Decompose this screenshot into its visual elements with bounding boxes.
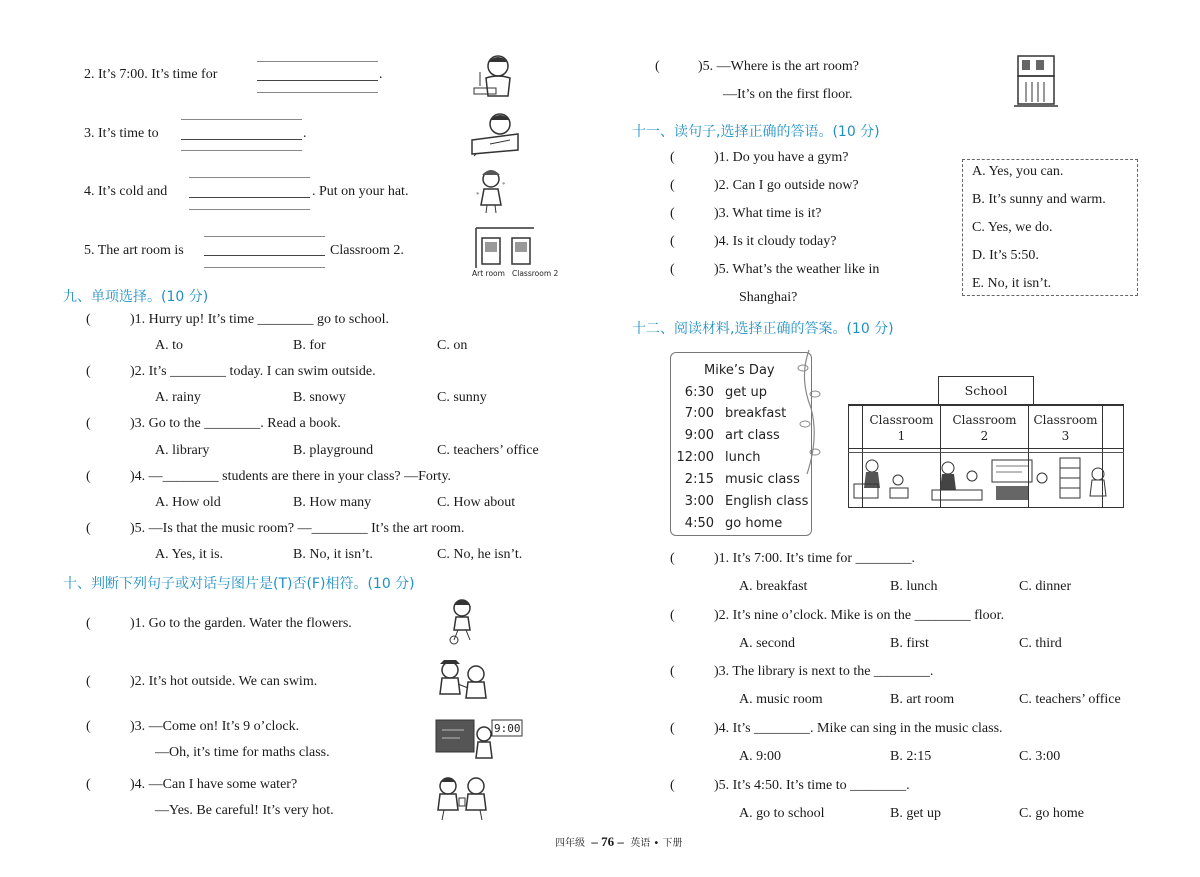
- option-a: A. How old: [155, 495, 221, 510]
- option-b: B. No, it isn’t.: [293, 547, 373, 562]
- q9-heading: 九、单项选择。(10 分): [63, 289, 209, 305]
- option-b: B. snowy: [293, 390, 346, 405]
- answer-bracket[interactable]: (: [670, 262, 675, 277]
- q8-item-5: 5. The art room is: [84, 243, 184, 258]
- q8-item-4: 4. It’s cold and: [84, 184, 168, 199]
- teacher-blackboard-icon: [434, 716, 526, 766]
- art-room-label: Art room: [472, 269, 505, 278]
- schedule-activity: get up: [725, 385, 767, 400]
- schedule-activity: lunch: [725, 450, 761, 465]
- option-b: B. lunch: [890, 579, 938, 594]
- q8-answer-line[interactable]: [257, 80, 378, 81]
- option-c: C. dinner: [1019, 579, 1072, 594]
- answer-bracket[interactable]: (: [655, 59, 660, 74]
- option-c: C. teachers’ office: [437, 443, 539, 458]
- option-a: A. go to school: [739, 806, 825, 821]
- option-a: A. 9:00: [739, 749, 781, 764]
- boy-in-bed-icon: [470, 110, 520, 156]
- schedule-time: 7:00: [684, 406, 714, 421]
- q11-heading: 十一、读句子,选择正确的答语。(10 分): [632, 124, 880, 140]
- footer-subject: 英语 • 下册: [630, 838, 683, 849]
- q8-item-3: 3. It’s time to: [84, 126, 159, 141]
- answer-bracket[interactable]: (: [670, 721, 675, 736]
- schedule-time: 3:00: [684, 494, 714, 509]
- schedule-activity: breakfast: [725, 406, 787, 421]
- q9-stem: )1. Hurry up! It’s time ________ go to school.: [130, 312, 389, 327]
- q9-stem: )5. —Is that the music room? —________ It’s the art room.: [130, 521, 465, 536]
- q8-guide-line: [204, 236, 325, 237]
- q11-item-1: )1. Do you have a gym?: [714, 150, 849, 165]
- q8-guide-line: [189, 209, 310, 210]
- q11-option-a: A. Yes, you can.: [972, 164, 1064, 179]
- q8-item-5-end: Classroom 2.: [330, 243, 404, 258]
- schedule-activity: English class: [725, 494, 809, 509]
- q8-guide-line: [181, 119, 302, 120]
- schedule-time: 2:15: [684, 472, 714, 487]
- q11-item-2: )2. Can I go outside now?: [714, 178, 859, 193]
- q12-item-4: )4. It’s ________. Mike can sing in the music class.: [714, 721, 1003, 736]
- answer-bracket[interactable]: (: [670, 608, 675, 623]
- q8-guide-line: [189, 177, 310, 178]
- answer-bracket[interactable]: (: [670, 778, 675, 793]
- answer-bracket[interactable]: (: [86, 364, 91, 379]
- q8-guide-line: [257, 61, 378, 62]
- q10-item-4: )4. —Can I have some water?: [130, 777, 298, 792]
- q8-item-4-end: . Put on your hat.: [312, 184, 409, 199]
- children-outside-icon: [432, 658, 494, 706]
- q12-item-1: )1. It’s 7:00. It’s time for ________.: [714, 551, 916, 566]
- q10-item-4-reply: —Yes. Be careful! It’s very hot.: [155, 803, 334, 818]
- schedule-time: 9:00: [684, 428, 714, 443]
- q10-item-5-reply: —It’s on the first floor.: [723, 87, 853, 102]
- clock-readout: 9:00: [494, 722, 521, 735]
- option-a: A. rainy: [155, 390, 201, 405]
- answer-bracket[interactable]: (: [670, 664, 675, 679]
- q12-heading: 十二、阅读材料,选择正确的答案。(10 分): [632, 321, 894, 337]
- school-label: School: [964, 383, 1008, 398]
- answer-bracket[interactable]: (: [86, 674, 91, 689]
- q8-answer-line[interactable]: [189, 197, 310, 198]
- option-c: C. teachers’ office: [1019, 692, 1121, 707]
- q12-item-2: )2. It’s nine o’clock. Mike is on the ________ floor.: [714, 608, 1005, 623]
- answer-bracket[interactable]: (: [86, 777, 91, 792]
- classroom-1-label: Classroom 1: [869, 413, 934, 443]
- classroom-2-label: Classroom 2: [952, 413, 1017, 443]
- option-c: C. go home: [1019, 806, 1084, 821]
- schedule-time: 12:00: [676, 450, 714, 465]
- classroom-3-label: Classroom 3: [1033, 413, 1098, 443]
- schedule-activity: art class: [725, 428, 780, 443]
- boy-football-icon: [446, 598, 478, 646]
- q11-item-5: )5. What’s the weather like in: [714, 262, 880, 277]
- answer-bracket[interactable]: (: [86, 616, 91, 631]
- option-c: C. sunny: [437, 390, 487, 405]
- page-number: – 76 –: [591, 834, 624, 849]
- svg-text:*: *: [502, 181, 506, 189]
- vine-decoration-icon: [795, 348, 821, 478]
- schedule-time: 6:30: [684, 385, 714, 400]
- q11-item-5-cont: Shanghai?: [739, 290, 798, 305]
- q9-stem: )3. Go to the ________. Read a book.: [130, 416, 341, 431]
- answer-bracket[interactable]: (: [86, 521, 91, 536]
- q8-guide-line: [257, 92, 378, 93]
- answer-bracket[interactable]: (: [86, 719, 91, 734]
- q8-answer-line[interactable]: [204, 255, 325, 256]
- schedule-activity: go home: [725, 516, 783, 531]
- q8-item-2-end: .: [379, 67, 383, 82]
- option-a: A. second: [739, 636, 795, 651]
- option-b: B. first: [890, 636, 929, 651]
- q12-item-3: )3. The library is next to the ________.: [714, 664, 934, 679]
- q8-guide-line: [181, 150, 302, 151]
- q10-heading: 十、判断下列句子或对话与图片是(T)否(F)相符。(10 分): [63, 576, 415, 592]
- q12-item-5: )5. It’s 4:50. It’s time to ________.: [714, 778, 910, 793]
- option-c: C. third: [1019, 636, 1062, 651]
- option-a: A. breakfast: [739, 579, 808, 594]
- schedule-title: Mike’s Day: [704, 363, 775, 378]
- classroom2-label: Classroom 2: [512, 269, 559, 278]
- q11-option-d: D. It’s 5:50.: [972, 248, 1039, 263]
- kids-water-icon: [432, 774, 494, 824]
- answer-bracket[interactable]: (: [670, 150, 675, 165]
- option-c: C. 3:00: [1019, 749, 1061, 764]
- option-a: A. music room: [739, 692, 823, 707]
- q8-answer-line[interactable]: [181, 139, 302, 140]
- q8-guide-line: [204, 267, 325, 268]
- art-room-classroom-icon: [472, 226, 562, 278]
- q10-item-2: )2. It’s hot outside. We can swim.: [130, 674, 318, 689]
- option-c: C. No, he isn’t.: [437, 547, 523, 562]
- boy-eating-icon: [470, 52, 518, 102]
- q11-item-3: )3. What time is it?: [714, 206, 822, 221]
- option-b: B. art room: [890, 692, 955, 707]
- q11-option-e: E. No, it isn’t.: [972, 276, 1052, 291]
- q11-item-4: )4. Is it cloudy today?: [714, 234, 837, 249]
- schedule-activity: music class: [725, 472, 800, 487]
- option-a: A. Yes, it is.: [155, 547, 224, 562]
- q8-item-3-end: .: [303, 126, 307, 141]
- classroom-scenes-icon: [850, 454, 1122, 506]
- art-room-building-icon: [1012, 52, 1058, 110]
- answer-bracket[interactable]: (: [86, 312, 91, 327]
- q10-item-1: )1. Go to the garden. Water the flowers.: [130, 616, 352, 631]
- q11-option-c: C. Yes, we do.: [972, 220, 1053, 235]
- option-b: B. 2:15: [890, 749, 932, 764]
- answer-bracket[interactable]: (: [670, 234, 675, 249]
- q9-stem: )2. It’s ________ today. I can swim outside.: [130, 364, 376, 379]
- q10-item-3: )3. —Come on! It’s 9 o’clock.: [130, 719, 300, 734]
- svg-text:*: *: [476, 191, 480, 199]
- q8-item-2: 2. It’s 7:00. It’s time for: [84, 67, 218, 82]
- answer-bracket[interactable]: (: [670, 551, 675, 566]
- option-b: B. for: [293, 338, 326, 353]
- option-c: C. on: [437, 338, 468, 353]
- option-a: A. to: [155, 338, 183, 353]
- answer-bracket[interactable]: (: [86, 469, 91, 484]
- page-footer: [555, 834, 682, 850]
- option-b: B. get up: [890, 806, 941, 821]
- q9-stem: )4. —________ students are there in your class? —Forty.: [130, 469, 452, 484]
- q10-item-5: )5. —Where is the art room?: [698, 59, 859, 74]
- q11-option-b: B. It’s sunny and warm.: [972, 192, 1106, 207]
- answer-bracket[interactable]: (: [670, 206, 675, 221]
- footer-grade: 四年级: [555, 838, 585, 849]
- option-a: A. library: [155, 443, 210, 458]
- option-c: C. How about: [437, 495, 516, 510]
- girl-cold-icon: [474, 167, 508, 215]
- q10-item-3-reply: —Oh, it’s time for maths class.: [155, 745, 330, 760]
- schedule-time: 4:50: [684, 516, 714, 531]
- option-b: B. playground: [293, 443, 374, 458]
- answer-bracket[interactable]: (: [86, 416, 91, 431]
- option-b: B. How many: [293, 495, 372, 510]
- answer-bracket[interactable]: (: [670, 178, 675, 193]
